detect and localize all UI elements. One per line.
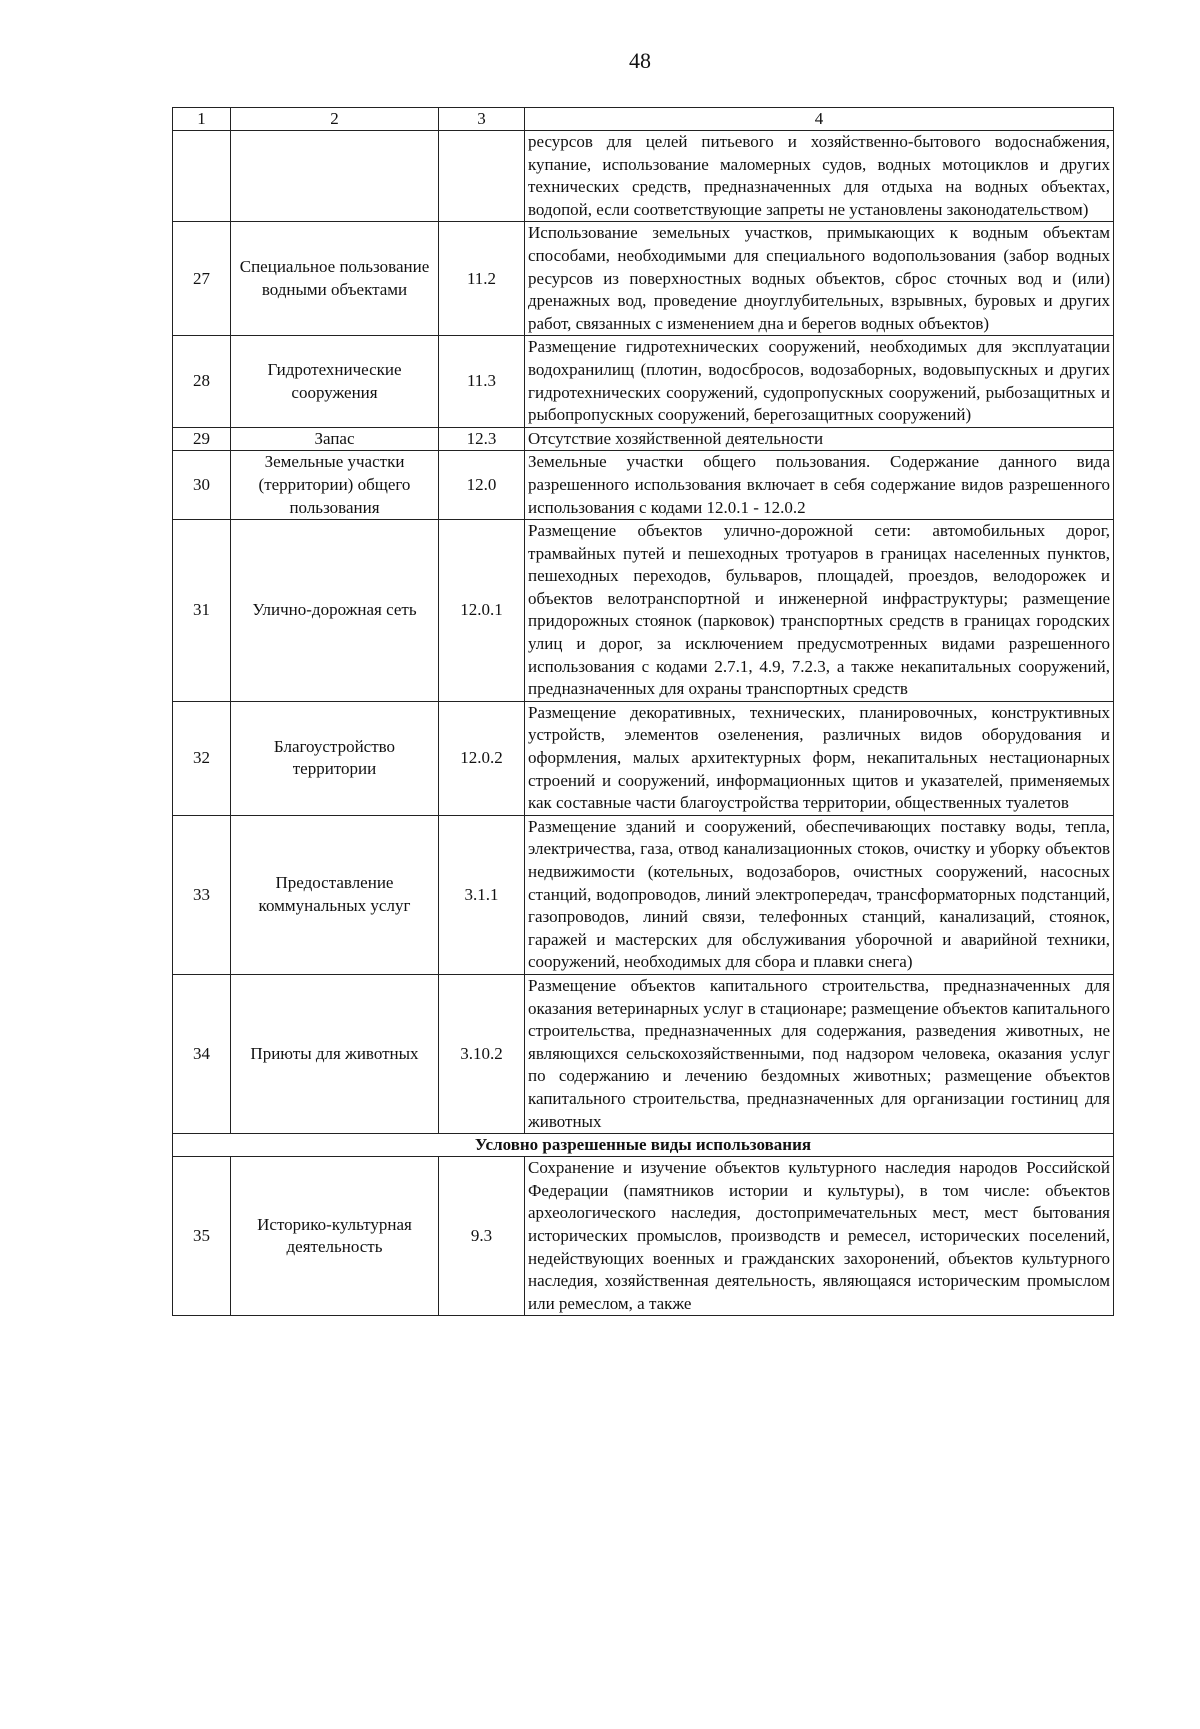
table-row xyxy=(173,427,1114,451)
use-type-description: Размещение зданий и сооружений, обеспечивающих поставку воды, тепла, электричества, газа, отвод канализационных стоков, очистку и уборку объектов недвижимости (котельных, водозаборов, очистных сооружений, насосных станций, водопроводов, линий электропередач, трансформаторных подстанций, газопроводов, линий связи, телефонных станций, канализаций, стоянок, гаражей и мастерских для обслуживания уборочной и аварийной техники, сооружений, необходимых для сбора и плавки снега) xyxy=(525,815,1114,974)
use-type-code: 11.2 xyxy=(439,222,525,336)
row-number: 28 xyxy=(173,336,231,427)
row-number: 27 xyxy=(173,222,231,336)
use-type-description: Отсутствие хозяйственной деятельности xyxy=(525,427,1114,451)
header-cell-2: 2 xyxy=(231,108,439,131)
row-number: 32 xyxy=(173,701,231,815)
table-row xyxy=(173,131,1114,222)
row-number: 29 xyxy=(173,427,231,451)
use-type-name: Благоустройство территории xyxy=(231,701,439,815)
use-type-name: Запас xyxy=(231,427,439,451)
header-cell-4: 4 xyxy=(525,108,1114,131)
use-type-code: 12.0.2 xyxy=(439,701,525,815)
row-number xyxy=(173,131,231,222)
table-row xyxy=(173,815,1114,974)
table-row xyxy=(173,1157,1114,1316)
use-type-description: ресурсов для целей питьевого и хозяйственно-бытового водоснабжения, купание, использование маломерных судов, водных мотоциклов и других технических средств, предназначенных для отдыха на водных объектах, водопой, если соответствующие запреты не установлены законодательством) xyxy=(525,131,1114,222)
use-type-description: Размещение объектов капитального строительства, предназначенных для оказания ветеринарных услуг в стационаре; размещение объектов капитального строительства, предназначенных для содержания, разведения животных, не являющихся сельскохозяйственными, под надзором человека, оказания услуг по содержанию и лечению бездомных животных; размещение объектов капитального строительства, предназначенных для организации гостиниц для животных xyxy=(525,974,1114,1133)
use-type-code: 3.10.2 xyxy=(439,974,525,1133)
use-type-description: Земельные участки общего пользования. Содержание данного вида разрешенного использования включает в себя содержание видов разрешенного использования с кодами 12.0.1 - 12.0.2 xyxy=(525,451,1114,520)
table-header-row xyxy=(173,108,1114,131)
use-type-name: Историко-культурная деятельность xyxy=(231,1157,439,1316)
row-number: 35 xyxy=(173,1157,231,1316)
row-number: 34 xyxy=(173,974,231,1133)
row-number: 33 xyxy=(173,815,231,974)
use-type-description: Использование земельных участков, примыкающих к водным объектам способами, необходимыми для специального водопользования (забор водных ресурсов из поверхностных водных объектов, сброс сточных вод и (или) дренажных вод, проведение дноуглубительных, взрывных, буровых и других работ, связанных с изменением дна и берегов водных объектов) xyxy=(525,222,1114,336)
use-type-description: Размещение гидротехнических сооружений, необходимых для эксплуатации водохранилищ (плотин, водосбросов, водозаборных, водовыпускных и других гидротехнических сооружений, судопропускных сооружений, рыбозащитных и рыбопропускных сооружений, берегозащитных сооружений) xyxy=(525,336,1114,427)
use-type-name: Улично-дорожная сеть xyxy=(231,520,439,702)
section-heading-row xyxy=(173,1134,1114,1157)
use-type-code: 9.3 xyxy=(439,1157,525,1316)
section-heading: Условно разрешенные виды использования xyxy=(173,1134,1114,1157)
header-cell-3: 3 xyxy=(439,108,525,131)
use-type-name: Предоставление коммунальных услуг xyxy=(231,815,439,974)
table-row xyxy=(173,222,1114,336)
row-number: 31 xyxy=(173,520,231,702)
use-type-code: 11.3 xyxy=(439,336,525,427)
use-type-code: 12.0.1 xyxy=(439,520,525,702)
table-row xyxy=(173,451,1114,520)
use-type-name: Приюты для животных xyxy=(231,974,439,1133)
use-type-code: 12.0 xyxy=(439,451,525,520)
page-number: 48 xyxy=(629,48,651,73)
table-row xyxy=(173,336,1114,427)
use-type-code: 12.3 xyxy=(439,427,525,451)
use-type-description: Сохранение и изучение объектов культурного наследия народов Российской Федерации (памятников истории и культуры), в том числе: объектов археологического наследия, достопримечательных мест, мест бытования исторических промыслов, производств и ремесел, исторических поселений, недействующих военных и гражданских захоронений, объектов культурного наследия, хозяйственная деятельность, являющаяся историческим промыслом или ремеслом, а также xyxy=(525,1157,1114,1316)
header-cell-1: 1 xyxy=(173,108,231,131)
row-number: 30 xyxy=(173,451,231,520)
table-row xyxy=(173,701,1114,815)
use-type-code xyxy=(439,131,525,222)
use-type-name xyxy=(231,131,439,222)
use-type-code: 3.1.1 xyxy=(439,815,525,974)
use-type-description: Размещение декоративных, технических, планировочных, конструктивных устройств, элементов озеленения, различных видов оборудования и оформления, малых архитектурных форм, некапитальных нестационарных строений и сооружений, информационных щитов и указателей, применяемых как составные части благоустройства территории, общественных туалетов xyxy=(525,701,1114,815)
table-row xyxy=(173,520,1114,702)
table-row xyxy=(173,974,1114,1133)
use-type-name: Земельные участки (территории) общего пользования xyxy=(231,451,439,520)
use-type-name: Специальное пользование водными объектами xyxy=(231,222,439,336)
use-type-description: Размещение объектов улично-дорожной сети: автомобильных дорог, трамвайных путей и пешеходных тротуаров в границах населенных пунктов, пешеходных переходов, бульваров, площадей, проездов, велодорожек и объектов велотранспортной и инженерной инфраструктуры; размещение придорожных стоянок (парковок) транспортных средств в границах городских улиц и дорог, за исключением предусмотренных видами разрешенного использования с кодами 2.7.1, 4.9, 7.2.3, а также некапитальных сооружений, предназначенных для охраны транспортных средств xyxy=(525,520,1114,702)
use-type-name: Гидротехнические сооружения xyxy=(231,336,439,427)
land-use-table xyxy=(172,107,1114,1316)
